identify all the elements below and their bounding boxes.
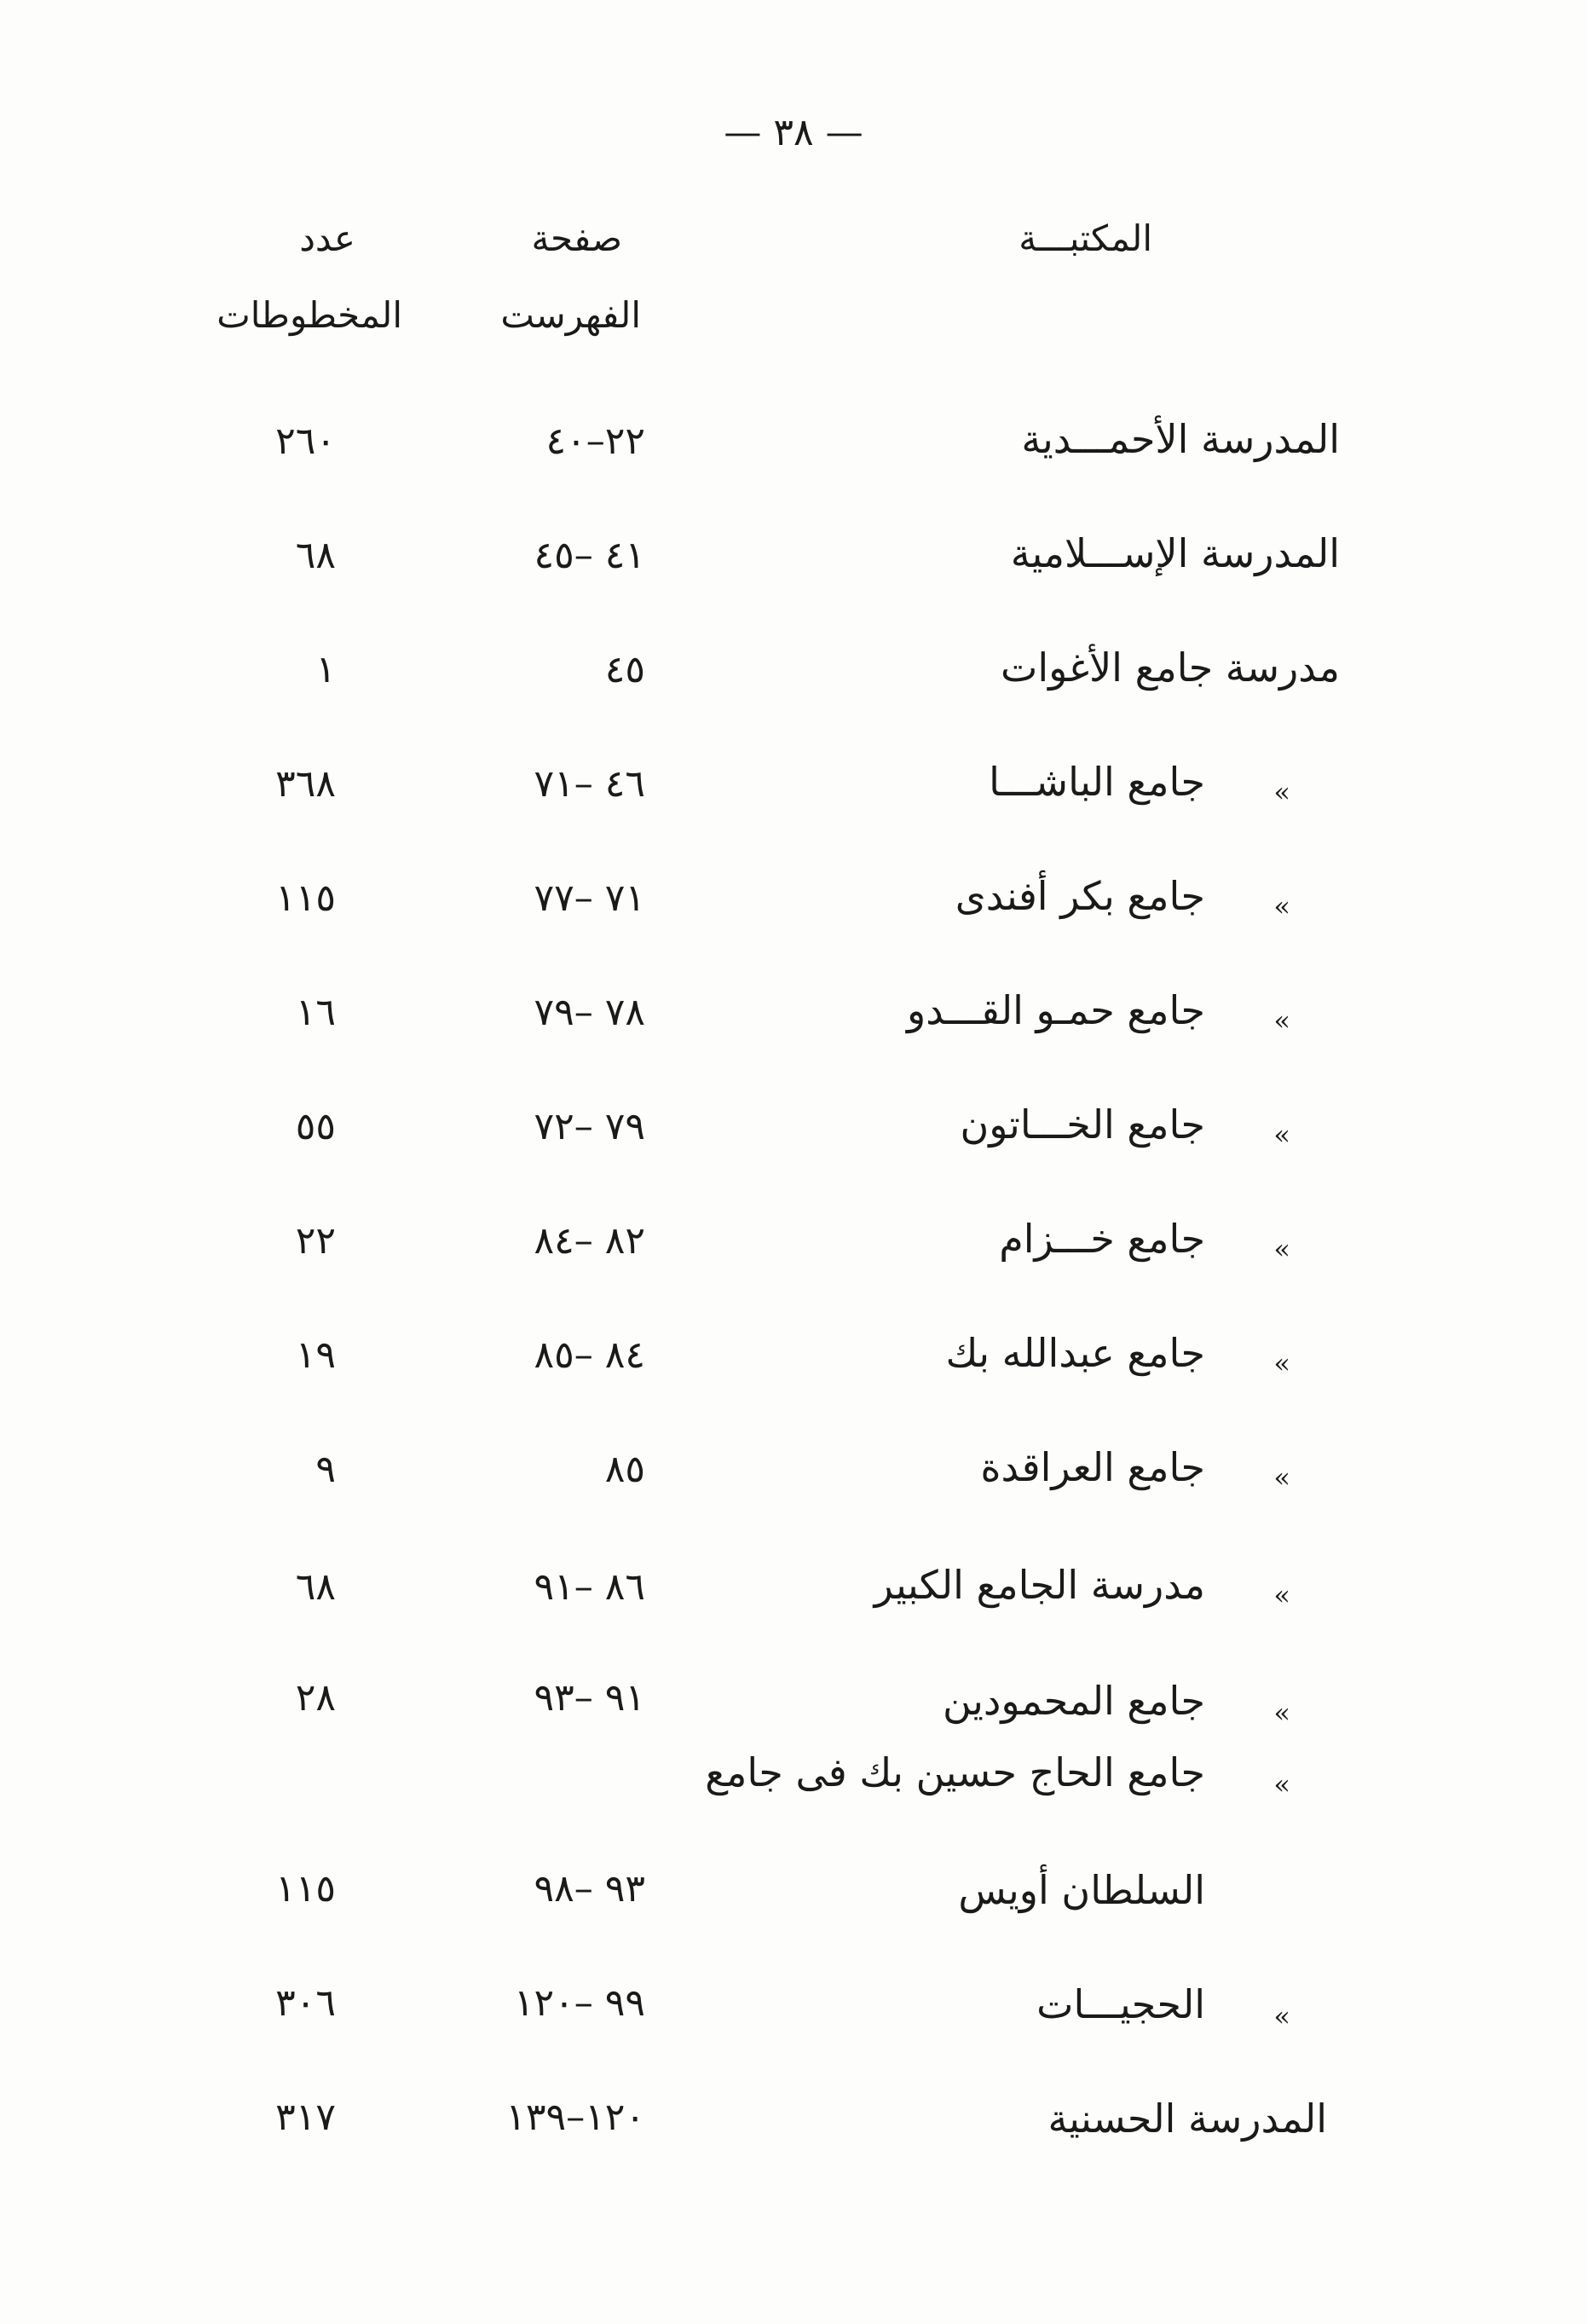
manuscript-count: ٦٨ [295,1565,336,1609]
catalog-pages: ٨٤ –٨٥ [534,1333,645,1377]
library-name: الحجيـــات [1036,1981,1205,2027]
catalog-pages: ٨٢ –٨٤ [534,1219,645,1263]
catalog-pages: ٧١ –٧٧ [534,876,645,920]
library-name: جامع المحمودين [943,1678,1205,1724]
manuscript-count: ٦٨ [295,534,336,577]
ditto-mark: » [1273,1233,1290,1265]
catalog-pages: ٢٢–٤٠ [545,419,645,463]
library-name: المدرسة الحسنية [1047,2096,1327,2142]
page-number: — ٣٨ — [724,111,863,154]
library-name: جامع بكر أفندى [955,873,1205,919]
ditto-mark: » [1273,1579,1290,1611]
catalog-pages: ١٢٠–١٣٩ [505,2096,645,2139]
catalog-pages: ٨٥ [604,1448,645,1491]
ditto-mark: » [1273,2000,1290,2032]
header-count-line2: المخطوطات [216,294,402,336]
library-name: السلطان أويس [958,1867,1205,1913]
manuscript-count: ٣٦٨ [275,762,336,806]
manuscript-count: ١١٥ [275,876,336,920]
library-name: جامع حمـو القـــدو [907,987,1205,1033]
library-name: جامع عبدالله بك [945,1330,1205,1376]
ditto-mark: » [1273,1461,1290,1494]
manuscript-count: ١٦ [295,991,336,1034]
manuscript-count: ٣١٧ [275,2096,336,2139]
catalog-pages: ٩٣ –٩٨ [534,1867,645,1911]
manuscript-count: ٣٠٦ [275,1981,336,2025]
manuscript-count: ٥٥ [295,1105,336,1148]
header-pages-line1: صفحة [531,217,622,259]
library-name: المدرسة الأحمـــدية [1021,416,1340,462]
library-name: جامع الحاج حسين بك فى جامع [705,1749,1205,1795]
ditto-mark: » [1273,1004,1290,1037]
ditto-mark: » [1273,1697,1290,1729]
manuscript-count: ٢٢ [295,1219,336,1263]
catalog-pages: ٩٩ –١٢٠ [513,1981,645,2025]
header-count-line1: عدد [299,217,355,259]
library-name: جامع خـــزام [999,1216,1205,1262]
catalog-pages: ٤٦ –٧١ [534,762,645,806]
manuscript-count: ٩ [315,1448,336,1491]
catalog-pages: ٤٥ [604,648,645,691]
manuscript-count: ٢٦٠ [275,419,336,463]
manuscript-count: ٢٨ [295,1676,336,1720]
library-name: جامع العراقدة [980,1444,1205,1490]
library-name: مدرسة جامع الأغوات [1001,645,1340,691]
ditto-mark: » [1273,1768,1290,1801]
library-name: جامع الباشـــا [989,759,1205,805]
header-library: المكتبـــة [1019,217,1152,259]
library-name: جامع الخـــاتون [960,1101,1205,1148]
ditto-mark: » [1273,1347,1290,1379]
catalog-pages: ٧٩ –٧٢ [534,1105,645,1148]
catalog-pages: ٩١ –٩٣ [534,1676,645,1720]
ditto-mark: » [1273,1119,1290,1151]
library-name: مدرسة الجامع الكبير [874,1562,1205,1608]
manuscript-count: ١١٥ [275,1867,336,1911]
library-name: المدرسة الإســـلامية [1010,530,1340,576]
ditto-mark: » [1273,776,1290,808]
catalog-pages: ٨٦ –٩١ [534,1565,645,1609]
ditto-mark: » [1273,890,1290,922]
header-pages-line2: الفهرست [500,294,641,336]
catalog-pages: ٤١ –٤٥ [534,534,645,577]
manuscript-count: ١٩ [295,1333,336,1377]
manuscript-count: ١ [315,648,336,691]
catalog-pages: ٧٨ –٧٩ [534,991,645,1034]
